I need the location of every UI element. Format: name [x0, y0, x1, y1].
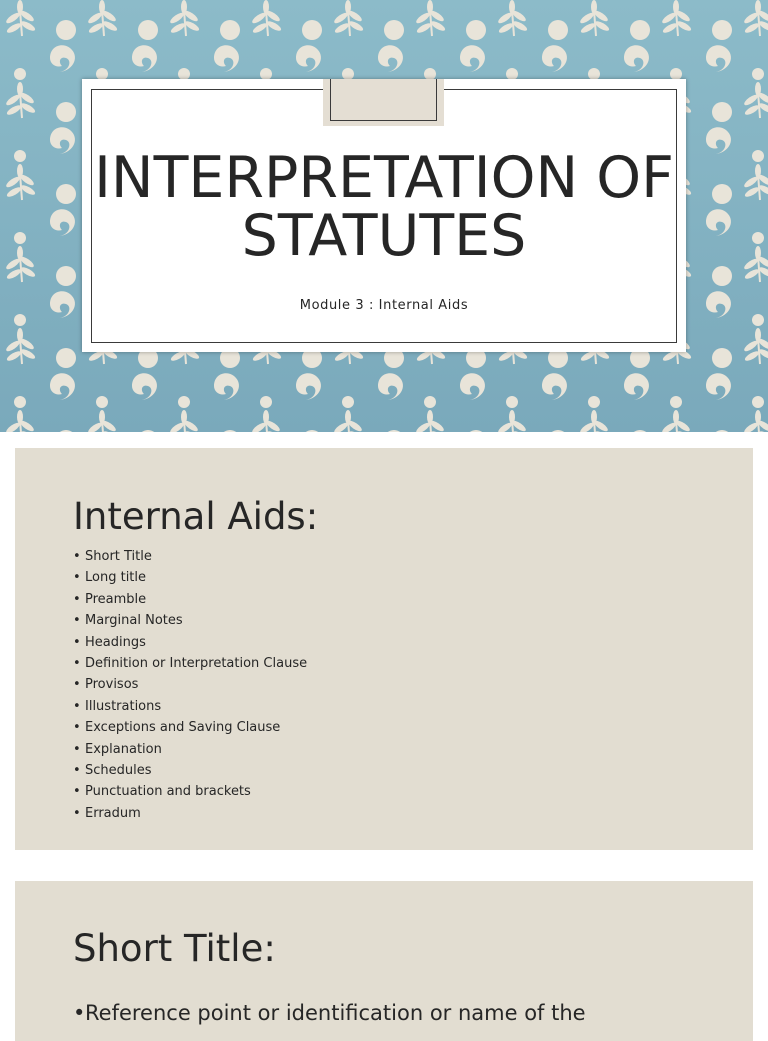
bullet-glyph: •: [73, 720, 81, 736]
list-item-text: Explanation: [85, 741, 162, 757]
bullet-glyph: •: [73, 591, 81, 607]
list-item: [73, 546, 307, 567]
list-item: [73, 1001, 586, 1025]
list-item-text: Headings: [85, 634, 146, 650]
internal-aids-list: [73, 546, 307, 824]
list-item: [73, 589, 307, 610]
paper-clip-tab: [323, 79, 444, 126]
title-slide: [0, 0, 768, 432]
list-item-text: Erradum: [85, 805, 141, 821]
bullet-glyph: •: [73, 741, 81, 757]
slide-subtitle: Module 3 : Internal Aids: [299, 298, 469, 313]
list-item-text: Provisos: [85, 677, 139, 693]
list-item-text: Marginal Notes: [85, 613, 183, 629]
internal-aids-slide: [15, 448, 753, 850]
list-item-text: Punctuation and brackets: [85, 784, 251, 800]
list-item: [73, 567, 307, 588]
slide-heading: Short Title:: [73, 927, 276, 970]
short-title-slide: [15, 881, 753, 1041]
list-item: [73, 610, 307, 631]
list-item: [73, 739, 307, 760]
slide-title: INTERPRETATION OF STATUTES: [94, 145, 674, 269]
bullet-glyph: •: [73, 549, 81, 564]
slide-heading: Internal Aids:: [73, 495, 319, 538]
bullet-glyph: •: [73, 1001, 86, 1025]
bullet-glyph: •: [73, 805, 81, 821]
bullet-glyph: •: [73, 613, 81, 629]
list-item-text: Reference point or identification or name of the: [85, 1001, 586, 1025]
title-card: [82, 79, 686, 352]
list-item: [73, 653, 307, 674]
list-item-text: Illustrations: [85, 698, 162, 714]
list-item: [73, 760, 307, 781]
bullet-glyph: •: [73, 763, 81, 779]
bullet-glyph: •: [73, 677, 81, 693]
list-item-text: Long title: [85, 570, 147, 586]
list-item-text: Short Title: [85, 549, 152, 564]
list-item: [73, 632, 307, 653]
bullet-glyph: •: [73, 656, 81, 672]
list-item-text: Preamble: [85, 591, 147, 607]
list-item: [73, 717, 307, 738]
bullet-glyph: •: [73, 634, 81, 650]
bullet-glyph: •: [73, 784, 81, 800]
list-item-text: Schedules: [85, 763, 152, 779]
list-item-text: Exceptions and Saving Clause: [85, 720, 281, 736]
list-item: [73, 781, 307, 802]
list-item-text: Definition or Interpretation Clause: [85, 656, 308, 672]
list-item: [73, 674, 307, 695]
list-item: [73, 803, 307, 824]
list-item: [73, 696, 307, 717]
bullet-glyph: •: [73, 698, 81, 714]
bullet-glyph: •: [73, 570, 81, 586]
